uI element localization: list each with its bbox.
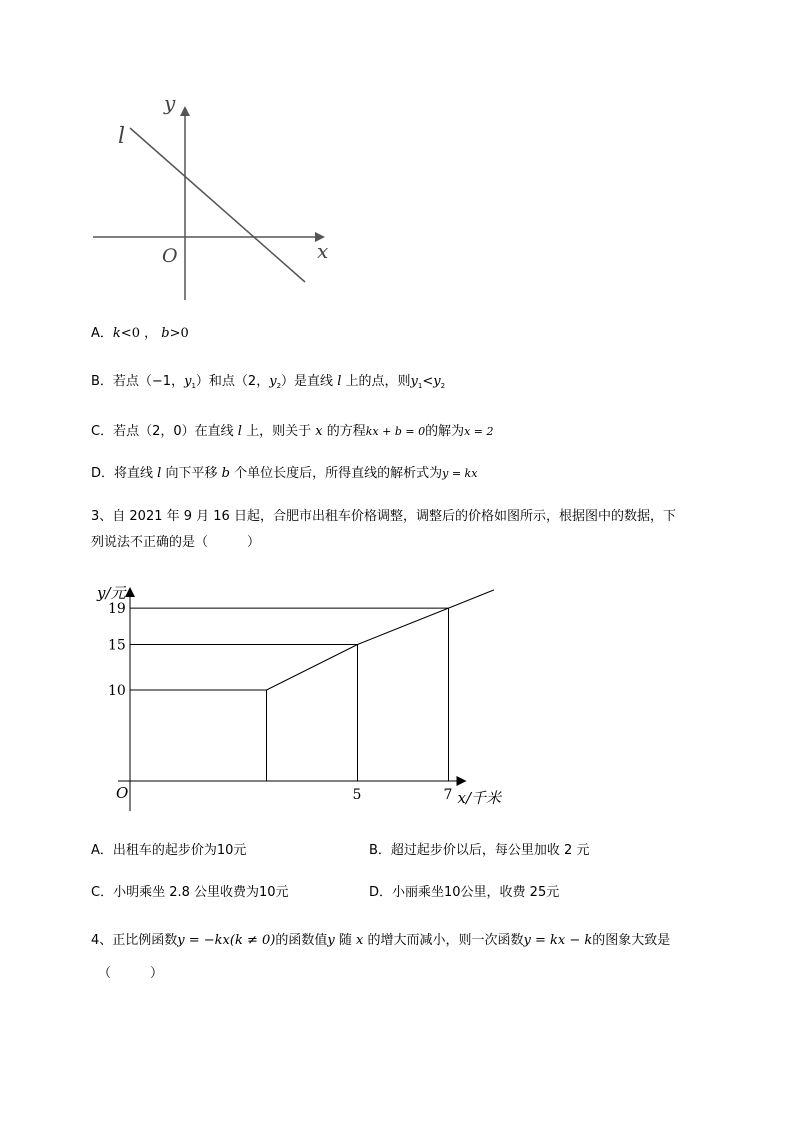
q3-option-b: B．超过起步价以后，每公里加收 2 元 (369, 843, 590, 858)
q2-c-eq: kx + b = 0 (365, 425, 426, 438)
q2-b-y1: y (184, 374, 192, 389)
q4-eq2: y = kx − k (523, 933, 593, 948)
q2-b-lt: < (422, 374, 434, 389)
q2-option-b (91, 374, 445, 394)
y-axis-label: y (164, 91, 176, 115)
q2-b-sub2: 2 (276, 382, 282, 390)
q2-b-mid: ）和点（2， (195, 374, 270, 389)
q2-c-p2: 上，则关于 (246, 424, 312, 439)
q4-p3: 随 (338, 933, 352, 948)
fare-y-label: y/元 (97, 584, 126, 602)
q2-c-l: l (237, 424, 242, 439)
x-axis-label: x (317, 239, 329, 263)
q3-option-a: A．出租车的起步价为10元 (91, 843, 247, 858)
q2-c-x: x (315, 424, 323, 439)
q2-c-sol: x = 2 (464, 425, 494, 438)
q2-b-y4: y (433, 374, 441, 389)
q3-stem-line1: 3、自 2021 年 9 月 16 日起，合肥市出租车价格调整，调整后的价格如图所示，根据图中的数据，下 (91, 509, 676, 524)
q2-option-d (91, 466, 477, 482)
fare-x-label: x/千米 (457, 789, 502, 807)
fare-y-tick-1: 15 (108, 637, 126, 654)
q2-a-prefix: A． (91, 326, 113, 341)
q2-c-prefix: C．若点（2，0）在直线 (91, 424, 234, 439)
q2-d-b: b (221, 466, 230, 481)
line-l (130, 128, 305, 282)
fare-series-line (267, 590, 495, 690)
q4-p4: 的增大而减小，则一次函数 (367, 933, 524, 948)
q2-b-prefix: B．若点（−1， (91, 374, 185, 389)
q3-option-d: D．小丽乘坐10公里，收费 25元 (369, 885, 560, 900)
q2-c-p3: 的方程 (326, 424, 366, 439)
q2-d-p2: 向下平移 (165, 466, 218, 481)
fare-origin: O (116, 784, 129, 802)
q4-x: x (356, 933, 364, 948)
q2-b-sub4: 2 (440, 382, 446, 390)
q2-d-eq: y = kx (442, 467, 478, 480)
q2-a-b: b (161, 326, 170, 341)
q4-p5: 的图象大致是 (592, 933, 671, 948)
q2-d-p3: 个单位长度后，所得直线的解析式为 (234, 466, 443, 481)
origin-label: O (162, 245, 178, 267)
q2-option-c (91, 424, 494, 440)
q2-a-gt0: >0 (169, 326, 189, 341)
q2-d-prefix: D．将直线 (91, 466, 154, 481)
q4-p1: 4、正比例函数 (91, 933, 178, 948)
q4-eq1: y = −kx(k ≠ 0) (177, 933, 276, 948)
q2-option-a (91, 326, 189, 342)
taxi-fare-chart (90, 583, 502, 813)
q4-stem-line1 (91, 933, 670, 949)
q2-b-y3: y (410, 374, 418, 389)
q2-a-k: k (112, 326, 121, 341)
q2-a-lt0: <0 ， (120, 326, 158, 341)
q2-b-tail: 上的点，则 (345, 374, 411, 389)
q2-b-y2: y (269, 374, 277, 389)
q2-b-sub1: 1 (191, 382, 196, 390)
q2-d-l: l (157, 466, 162, 481)
fare-y-tick-2: 19 (108, 601, 126, 618)
q2-b-sub3: 1 (417, 382, 423, 390)
fare-x-tick-0: 5 (352, 787, 362, 803)
q4-stem-line2: （ ） (98, 966, 164, 981)
fare-x-tick-1: 7 (443, 787, 453, 803)
q3-stem-line2: 列说法不正确的是（ ） (91, 535, 261, 550)
line-l-label: l (118, 124, 126, 149)
q4-p2: 的函数值 (275, 933, 328, 948)
q2-c-p4: 的解为 (425, 424, 465, 439)
line-l-graph (85, 88, 345, 308)
q3-option-c: C．小明乘坐 2.8 公里收费为10元 (91, 885, 289, 900)
q4-y: y (327, 933, 335, 948)
fare-y-tick-0: 10 (108, 683, 126, 699)
q2-b-l: l (337, 374, 342, 389)
q2-b-mid2: ）是直线 (281, 374, 334, 389)
